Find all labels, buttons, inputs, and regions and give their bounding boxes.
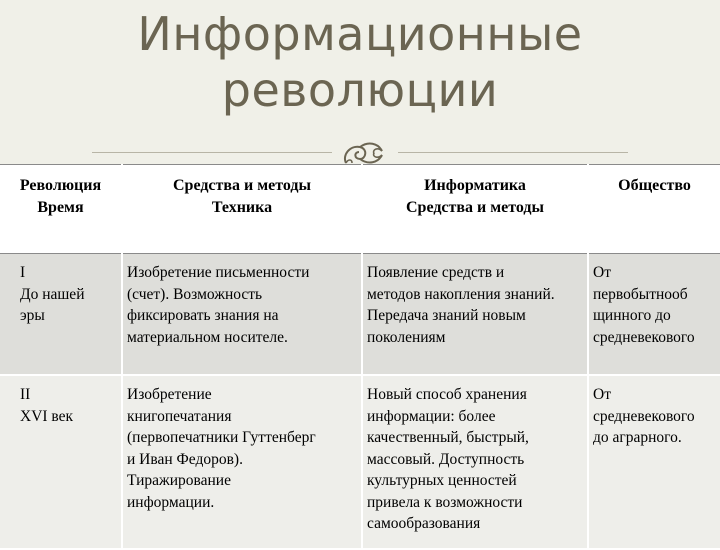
header-line: Средства и методы (405, 199, 545, 216)
cell-line: первобытнооб (593, 285, 688, 303)
header-revolution-time (0, 165, 122, 254)
cell-line: качественный, быстрый, (367, 429, 529, 446)
header-informatics (362, 165, 588, 254)
header-line: Время (37, 199, 84, 216)
header-society (588, 165, 720, 254)
cell-informatics (362, 375, 588, 549)
header-line: Средства и методы (172, 177, 312, 194)
cell-line: От (593, 386, 611, 403)
header-line: Общество (618, 177, 691, 194)
cell-society (588, 254, 720, 376)
header-line: Информатика (424, 177, 526, 194)
cell-informatics (362, 254, 588, 376)
header-line: Революция (19, 177, 102, 194)
table-row (0, 375, 720, 549)
cell-line: Тиражирование (127, 472, 231, 489)
table-header-row (0, 165, 720, 254)
table-row (0, 254, 720, 376)
cell-line: Передача знаний новым (367, 307, 526, 324)
cell-line: книгопечатания (127, 407, 232, 425)
header-means-technique (122, 165, 362, 254)
cell-line: Изобретение (127, 386, 212, 403)
cell-revolution-time (0, 375, 122, 549)
cell-line: информации: более (367, 407, 496, 425)
cell-line: Появление средств и (367, 264, 505, 281)
revolutions-table (0, 164, 720, 550)
cell-line: культурных ценностей (367, 472, 517, 489)
title-divider-left (92, 152, 332, 153)
cell-society (588, 375, 720, 549)
cell-revolution-time (0, 254, 122, 376)
cell-line: Изобретение письменности (127, 264, 310, 281)
cell-line: эры (20, 307, 45, 324)
slide-title (120, 6, 600, 118)
cell-line: средневекового (593, 407, 695, 425)
cell-line: (первопечатники Гуттенберг (127, 429, 316, 446)
cell-means-technique (122, 375, 362, 549)
cell-line: XVI век (20, 407, 74, 425)
cell-line: привела к возможности (367, 493, 523, 511)
title-divider-right (398, 152, 628, 153)
cell-line: До нашей (20, 285, 85, 303)
cell-line: щинного до (593, 307, 671, 324)
cell-line: и Иван Федоров). (127, 450, 243, 468)
header-line: Техника (211, 199, 273, 216)
slide-title-line-1: Информационные (137, 7, 583, 61)
cell-line: I (20, 264, 26, 281)
cell-line: материальном носителе. (127, 328, 288, 346)
cell-line: От (593, 264, 611, 281)
cell-line: информации. (127, 493, 215, 511)
cell-line: (счет). Возможность (127, 285, 263, 303)
cell-line: методов накопления знаний. (367, 285, 555, 303)
cell-line: поколениям (367, 328, 446, 346)
cell-means-technique (122, 254, 362, 376)
cell-line: до аграрного. (593, 429, 682, 446)
cell-line: самообразования (367, 515, 481, 532)
cell-line: фиксировать знания на (127, 307, 279, 324)
cell-line: II (20, 386, 31, 403)
cell-line: Новый способ хранения (367, 386, 527, 403)
slide-title-line-2: революции (221, 63, 499, 117)
cell-line: массовый. Доступность (367, 450, 525, 468)
cell-line: средневекового (593, 328, 695, 346)
